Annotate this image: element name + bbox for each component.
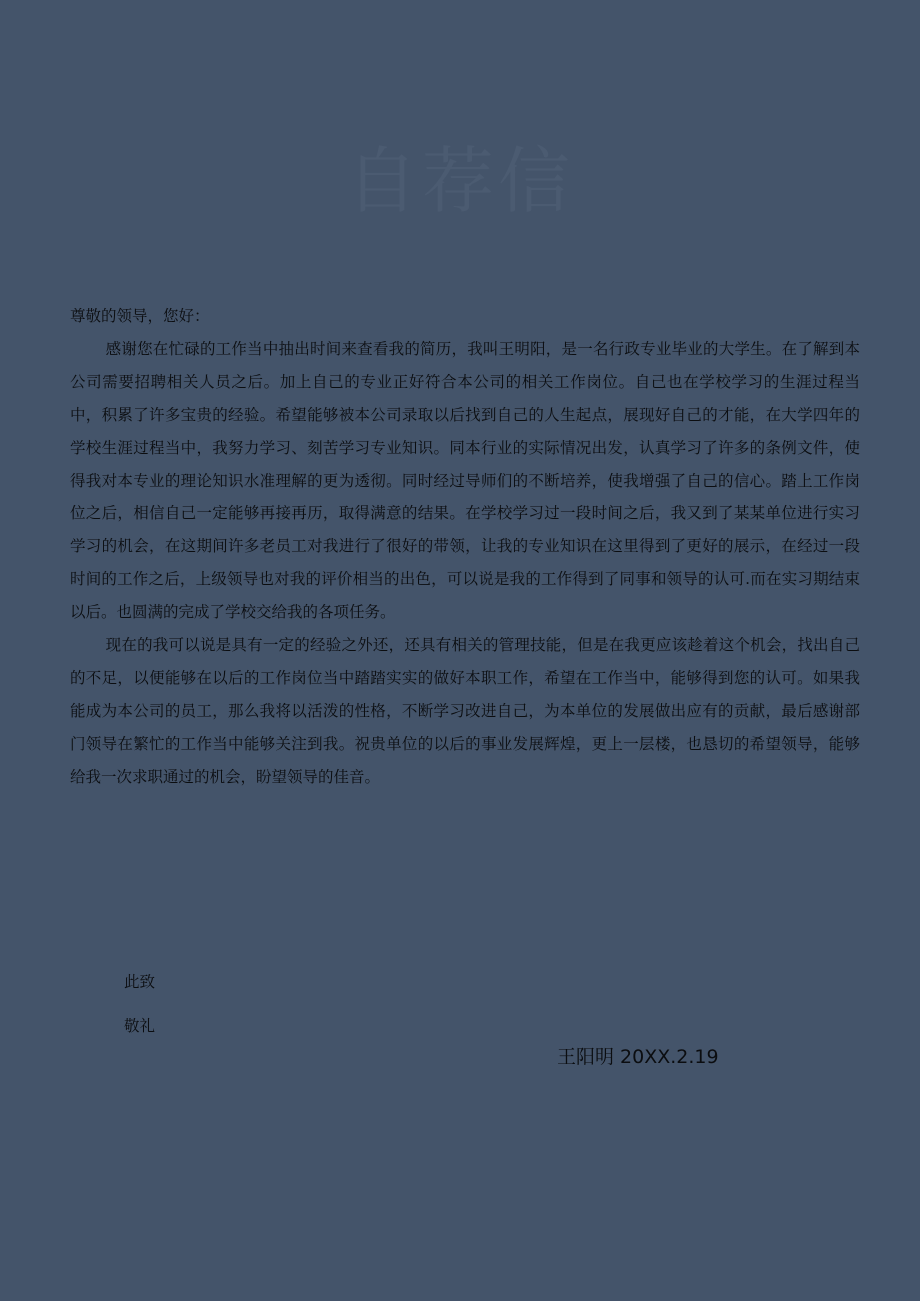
- closing-line-2: 敬礼: [124, 1017, 156, 1035]
- closing-line-1: 此致: [124, 973, 156, 991]
- signature-date: 王阳明 20XX.2.19: [557, 1046, 719, 1068]
- salutation: 尊敬的领导，您好：: [70, 307, 210, 325]
- document-title: 自荐信: [345, 139, 574, 223]
- letter-body: [70, 300, 860, 794]
- paragraph-2: 现在的我可以说是具有一定的经验之外还，还具有相关的管理技能，但是在我更应该趁着这个机会，找出自己的不足，以便能够在以后的工作岗位当中踏踏实实的做好本职工作，希望在工作当中，能够得到您的认可。如果我能成为本公司的员工，那么我将以活泼的性格，不断学习改进自己，为本单位的发展做出应有的贡献，最后感谢部门领导在繁忙的工作当中能够关注到我。祝贵单位的以后的事业发展辉煌，更上一层楼，也恳切的希望领导，能够给我一次求职通过的机会，盼望领导的佳音。: [70, 636, 860, 786]
- paragraph-1: 感谢您在忙碌的工作当中抽出时间来查看我的简历，我叫王明阳，是一名行政专业毕业的大学生。在了解到本公司需要招聘相关人员之后。加上自己的专业正好符合本公司的相关工作岗位。自己也在学校学习的生涯过程当中，积累了许多宝贵的经验。希望能够被本公司录取以后找到自己的人生起点，展现好自己的才能，在大学四年的学校生涯过程当中，我努力学习、刻苦学习专业知识。同本行业的实际情况出发，认真学习了许多的条例文件，使得我对本专业的理论知识水准理解的更为透彻。同时经过导师们的不断培养，使我增强了自己的信心。踏上工作岗位之后，相信自己一定能够再接再历，取得满意的结果。在学校学习过一段时间之后，我又到了某某单位进行实习学习的机会，在这期间许多老员工对我进行了很好的带领，让我的专业知识在这里得到了更好的展示，在经过一段时间的工作之后，上级领导也对我的评价相当的出色，可以说是我的工作得到了同事和领导的认可.而在实习期结束以后。也圆满的完成了学校交给我的各项任务。: [70, 339, 860, 622]
